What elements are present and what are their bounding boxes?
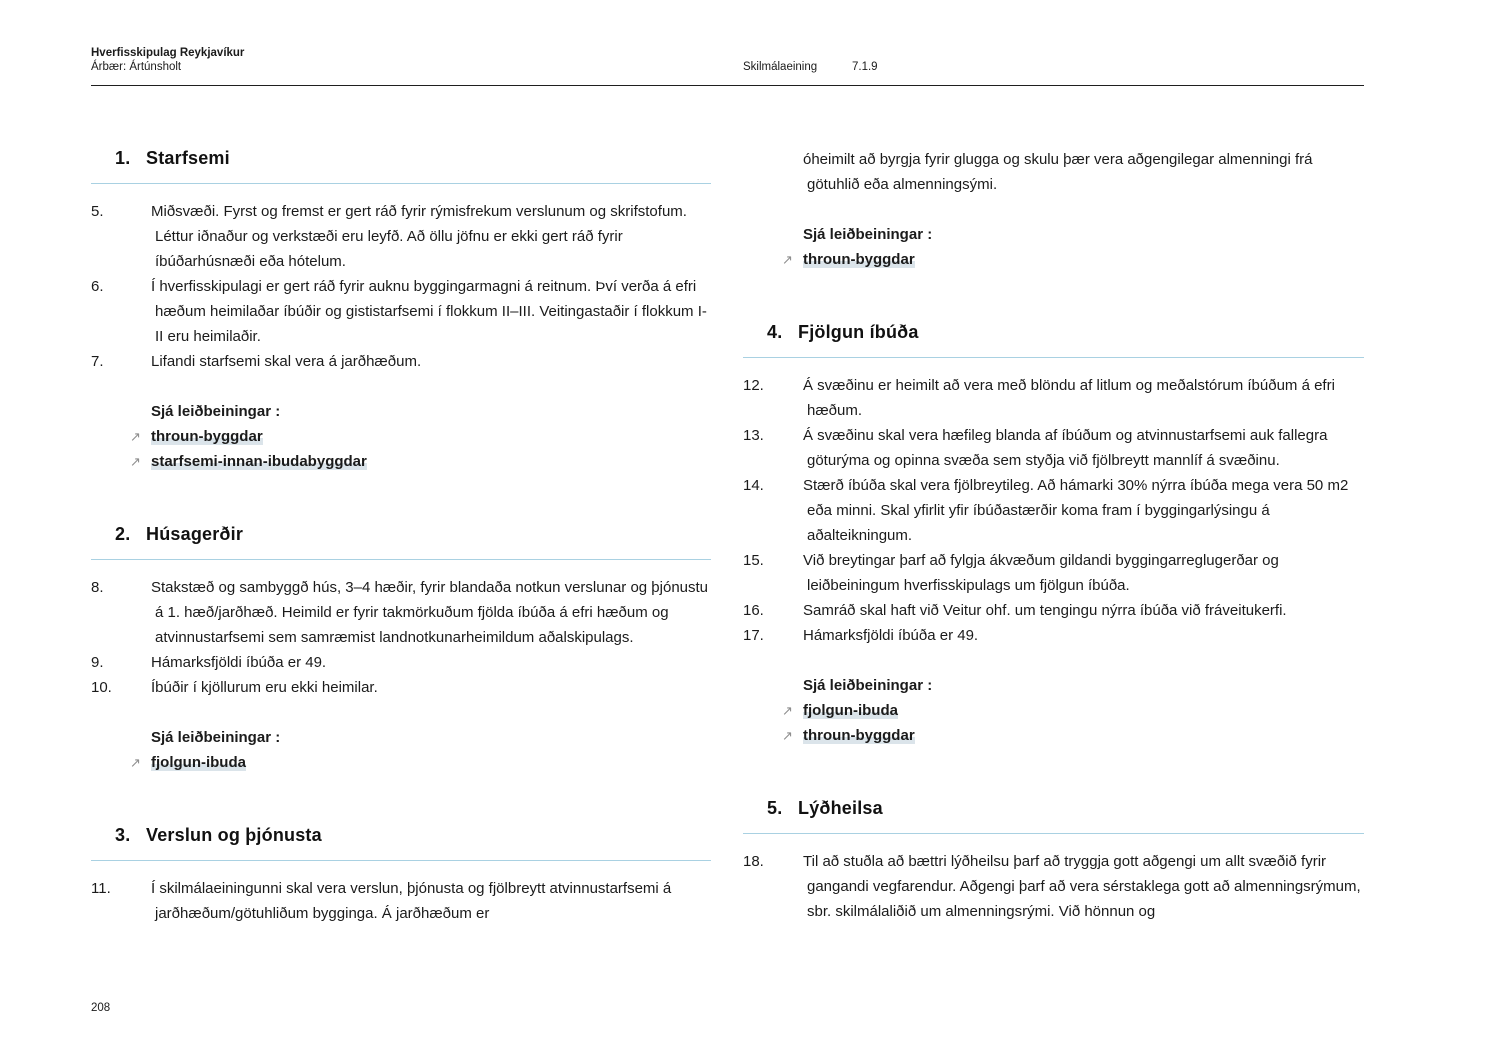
item-number: 11. <box>91 880 111 897</box>
guidance-block <box>743 222 1364 272</box>
section-heading <box>743 321 1364 358</box>
item-number: 16. <box>743 602 764 619</box>
section-title-text: Lýðheilsa <box>798 798 883 818</box>
item-number: 12. <box>743 377 764 394</box>
document-subtitle: Árbær: Ártúnsholt <box>91 61 182 73</box>
item-number-spacer <box>743 147 803 197</box>
item-text: Í hverfisskipulagi er gert ráð fyrir auknu byggingarmagni á reitnum. Því verða á efri hæðum heimilaðar íbúðir og gististarfsemi í flokkum II–III. Veitingastaðir í flokkum I-II eru heimilaðir. <box>151 278 707 345</box>
guidance-link-text: fjolgun-ibuda <box>803 702 898 719</box>
section-title-text: Húsagerðir <box>146 524 244 544</box>
item-text: Stakstæð og sambyggð hús, 3–4 hæðir, fyrir blandaða notkun verslunar og þjónustu á 1. hæð/jarðhæð. Heimild er fyrir takmörkuðum fjölda íbúða á efri hæðum og atvinnustarfsemi sem samræmist landnotkunarheimildum aðalskipulags. <box>151 579 709 646</box>
item-text: Við breytingar þarf að fylgja ákvæðum gildandi byggingarreglugerðar og leiðbeiningum hverfisskipulags um fjölgun íbúða. <box>803 552 1279 594</box>
list-item <box>91 349 711 374</box>
guidance-block <box>91 399 711 474</box>
guidance-block <box>743 673 1364 748</box>
external-link-icon: ↗ <box>782 703 793 718</box>
section-heading-row <box>91 523 711 545</box>
guidance-link[interactable] <box>130 449 711 474</box>
item-number: 17. <box>743 627 764 644</box>
list-item <box>743 548 1364 598</box>
section-number: 1. <box>115 148 131 168</box>
guidance-label: Sjá leiðbeiningar : <box>151 403 281 420</box>
guidance-link-text: fjolgun-ibuda <box>151 754 246 771</box>
external-link-icon: ↗ <box>782 728 793 743</box>
list-item <box>743 423 1364 473</box>
item-text: Á svæðinu er heimilt að vera með blöndu af litlum og meðalstórum íbúðum á efri hæðum. <box>803 377 1335 419</box>
guidance-link-text: starfsemi-innan-ibudabyggdar <box>151 453 367 470</box>
item-text: Hámarksfjöldi íbúða er 49. <box>151 654 327 671</box>
list-item <box>91 876 711 926</box>
guidance-link[interactable] <box>782 723 1364 748</box>
item-text: Samráð skal haft við Veitur ohf. um tengingu nýrra íbúða við fráveitukerfi. <box>803 602 1287 619</box>
item-number: 7. <box>91 353 104 370</box>
item-text: Til að stuðla að bættri lýðheilsu þarf að tryggja gott aðgengi um allt svæðið fyrir gangandi vegfarendur. Aðgengi þarf að vera sérstaklega gott að almenningsrýmum, sbr. skilmálaliðið um almenningsrými. Við hönnun og <box>803 853 1361 920</box>
item-number: 9. <box>91 654 104 671</box>
guidance-label: Sjá leiðbeiningar : <box>151 729 281 746</box>
header-unit-number: 7.1.9 <box>852 61 878 73</box>
page-header <box>91 46 1364 80</box>
guidance-label: Sjá leiðbeiningar : <box>803 226 933 243</box>
left-column <box>91 147 711 926</box>
item-text: Lifandi starfsemi skal vera á jarðhæðum. <box>151 353 422 370</box>
section-number: 5. <box>767 798 783 818</box>
external-link-icon: ↗ <box>130 454 141 469</box>
section-number: 4. <box>767 322 783 342</box>
item-number: 5. <box>91 203 104 220</box>
guidance-block <box>91 725 711 775</box>
page-number: 208 <box>91 1002 111 1014</box>
guidance-link[interactable] <box>130 750 711 775</box>
section-heading <box>91 523 711 560</box>
section-title-text: Verslun og þjónusta <box>146 825 322 845</box>
guidance-link[interactable] <box>782 247 1364 272</box>
item-text: Hámarksfjöldi íbúða er 49. <box>803 627 979 644</box>
item-text: óheimilt að byrgja fyrir glugga og skulu þær vera aðgengilegar almenningi frá götuhlið eða almenningsými. <box>803 151 1313 193</box>
item-text: Stærð íbúða skal vera fjölbreytileg. Að hámarki 30% nýrra íbúða mega vera 50 m2 eða minni. Skal yfirlit yfir íbúðastærðir koma fram í byggingarlýsingu á aðalteikningum. <box>803 477 1349 544</box>
right-column <box>743 147 1364 924</box>
section-heading-row <box>743 321 1364 343</box>
external-link-icon: ↗ <box>130 755 141 770</box>
external-link-icon: ↗ <box>130 429 141 444</box>
section-heading <box>743 797 1364 834</box>
list-item <box>91 274 711 349</box>
guidance-link[interactable] <box>782 698 1364 723</box>
item-number: 13. <box>743 427 764 444</box>
guidance-link-text: throun-byggdar <box>803 727 915 744</box>
item-text: Íbúðir í kjöllurum eru ekki heimilar. <box>151 679 378 696</box>
list-item <box>743 598 1364 623</box>
section-title-text: Fjölgun íbúða <box>798 322 919 342</box>
item-number: 10. <box>91 679 112 696</box>
section-heading-row <box>91 824 711 846</box>
section-number: 3. <box>115 825 131 845</box>
header-divider <box>91 85 1364 86</box>
item-number: 18. <box>743 853 764 870</box>
list-item <box>91 675 711 700</box>
continuation-paragraph <box>743 147 1364 197</box>
item-number: 8. <box>91 579 104 596</box>
list-item <box>91 199 711 274</box>
guidance-label: Sjá leiðbeiningar : <box>803 677 933 694</box>
section-heading-row <box>743 797 1364 819</box>
document-title: Hverfisskipulag Reykjavíkur <box>91 47 245 59</box>
list-item <box>91 575 711 650</box>
page-footer <box>91 1002 110 1014</box>
guidance-link-text: throun-byggdar <box>151 428 263 445</box>
section-heading <box>91 147 711 184</box>
item-text: Í skilmálaeiningunni skal vera verslun, þjónusta og fjölbreytt atvinnustarfsemi á jarðhæðum/götuhliðum bygginga. Á jarðhæðum er <box>151 880 672 922</box>
section-number: 2. <box>115 524 131 544</box>
item-number: 15. <box>743 552 764 569</box>
section-title-text: Starfsemi <box>146 148 230 168</box>
guidance-link[interactable] <box>130 424 711 449</box>
list-item <box>743 623 1364 648</box>
item-number: 6. <box>91 278 104 295</box>
list-item <box>743 849 1364 924</box>
list-item <box>743 373 1364 423</box>
header-unit-label: Skilmálaeining <box>743 61 818 73</box>
section-heading <box>91 824 711 861</box>
item-number: 14. <box>743 477 764 494</box>
list-item <box>91 650 711 675</box>
list-item <box>743 473 1364 548</box>
section-heading-row <box>91 147 711 169</box>
guidance-link-text: throun-byggdar <box>803 251 915 268</box>
item-text: Á svæðinu skal vera hæfileg blanda af íbúðum og atvinnustarfsemi auk fallegra göturýma og opinna svæða sem styðja við fjölbreytt mannlíf á svæðinu. <box>803 427 1328 469</box>
item-text: Miðsvæði. Fyrst og fremst er gert ráð fyrir rýmisfrekum verslunum og skrifstofum. Léttur iðnaður og verkstæði eru leyfð. Að öllu jöfnu er ekki gert ráð fyrir íbúðarhúsnæði eða hótelum. <box>151 203 687 270</box>
external-link-icon: ↗ <box>782 252 793 267</box>
